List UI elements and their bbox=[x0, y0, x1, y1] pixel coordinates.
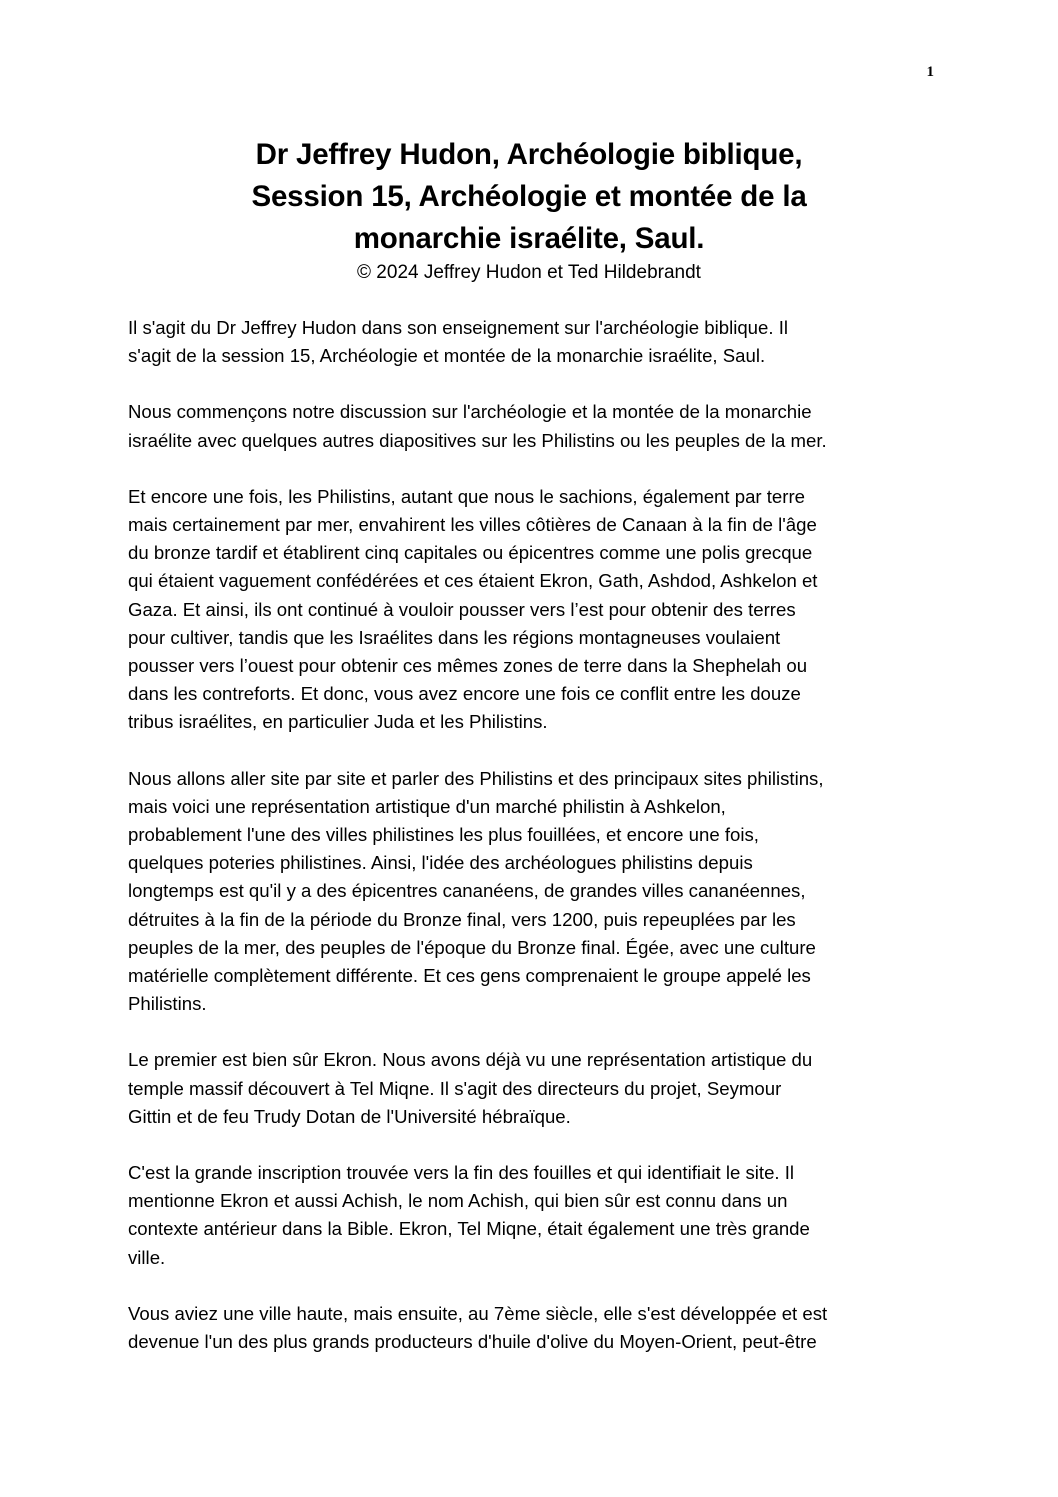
paragraph bbox=[128, 1300, 948, 1356]
paragraph bbox=[128, 765, 948, 1019]
text-line: du bronze tardif et établirent cinq capitales ou épicentres comme une polis grecque bbox=[128, 542, 813, 564]
copyright-notice: © 2024 Jeffrey Hudon et Ted Hildebrandt bbox=[357, 262, 701, 283]
paragraph bbox=[128, 1046, 948, 1131]
text-line: qui étaient vaguement confédérées et ces étaient Ekron, Gath, Ashdod, Ashkelon et bbox=[128, 570, 818, 592]
text-line: mais certainement par mer, envahirent les villes côtières de Canaan à la fin de l'âge bbox=[128, 514, 817, 536]
paragraph bbox=[128, 314, 948, 370]
text-line: Vous aviez une ville haute, mais ensuite, au 7ème siècle, elle s'est développée et est bbox=[128, 1302, 828, 1324]
text-line: tribus israélites, en particulier Juda et les Philistins. bbox=[128, 711, 548, 733]
page-number: 1 bbox=[926, 64, 934, 80]
text-line: israélite avec quelques autres diapositives sur les Philistins ou les peuples de la mer. bbox=[128, 429, 827, 451]
text-line: Gaza. Et ainsi, ils ont continué à vouloir pousser vers l’est pour obtenir des terres bbox=[128, 598, 796, 620]
document-header bbox=[0, 134, 1058, 286]
text-line: Et encore une fois, les Philistins, autant que nous le sachions, également par terre bbox=[128, 485, 806, 507]
paragraph bbox=[128, 1159, 948, 1272]
text-line: s'agit de la session 15, Archéologie et montée de la monarchie israélite, Saul. bbox=[128, 345, 766, 367]
text-line: quelques poteries philistines. Ainsi, l'idée des archéologues philistins depuis bbox=[128, 852, 753, 874]
text-line: Il s'agit du Dr Jeffrey Hudon dans son enseignement sur l'archéologie biblique. Il bbox=[128, 317, 788, 338]
text-line: peuples de la mer, des peuples de l'époque du Bronze final. Égée, avec une culture bbox=[128, 936, 816, 958]
text-line: mais voici une représentation artistique d'un marché philistin à Ashkelon, bbox=[128, 795, 726, 817]
text-line: dans les contreforts. Et donc, vous avez encore une fois ce conflit entre les douze bbox=[128, 683, 801, 705]
text-line: ville. bbox=[128, 1246, 166, 1268]
text-line: Philistins. bbox=[128, 993, 207, 1015]
text-line: mentionne Ekron et aussi Achish, le nom Achish, qui bien sûr est connu dans un bbox=[128, 1190, 788, 1212]
text-line: Nous commençons notre discussion sur l'archéologie et la montée de la monarchie bbox=[128, 401, 812, 423]
title-line: Session 15, Archéologie et montée de la bbox=[251, 180, 807, 213]
text-line: probablement l'une des villes philistines les plus fouillées, et encore une fois, bbox=[128, 824, 759, 846]
text-line: pousser vers l’ouest pour obtenir ces mêmes zones de terre dans la Shephelah ou bbox=[128, 655, 808, 677]
text-line: Le premier est bien sûr Ekron. Nous avons déjà vu une représentation artistique du bbox=[128, 1049, 813, 1071]
text-line: devenue l'un des plus grands producteurs d'huile d'olive du Moyen-Orient, peut-être bbox=[128, 1331, 817, 1353]
text-line: contexte antérieur dans la Bible. Ekron, Tel Miqne, était également une très grande bbox=[128, 1218, 810, 1240]
title-line: monarchie israélite, Saul. bbox=[353, 222, 705, 255]
text-line: longtemps est qu'il y a des épicentres cananéens, de grandes villes cananéennes, bbox=[128, 880, 806, 902]
text-line: matérielle complètement différente. Et ces gens comprenaient le groupe appelé les bbox=[128, 965, 811, 987]
text-line: Gittin et de feu Trudy Dotan de l'Université hébraïque. bbox=[128, 1105, 571, 1127]
text-line: temple massif découvert à Tel Miqne. Il s'agit des directeurs du projet, Seymour bbox=[128, 1077, 782, 1099]
text-line: C'est la grande inscription trouvée vers la fin des fouilles et qui identifiait le site. Il bbox=[128, 1162, 795, 1184]
text-line: pour cultiver, tandis que les Israélites dans les régions montagneuses voulaient bbox=[128, 626, 781, 648]
text-line: Nous allons aller site par site et parler des Philistins et des principaux sites philistins, bbox=[128, 767, 824, 789]
paragraph bbox=[128, 398, 948, 454]
paragraph bbox=[128, 483, 948, 737]
title-line: Dr Jeffrey Hudon, Archéologie biblique, bbox=[255, 138, 803, 171]
text-line: détruites à la fin de la période du Bronze final, vers 1200, puis repeuplées par les bbox=[128, 908, 796, 930]
document-body bbox=[128, 314, 948, 1384]
